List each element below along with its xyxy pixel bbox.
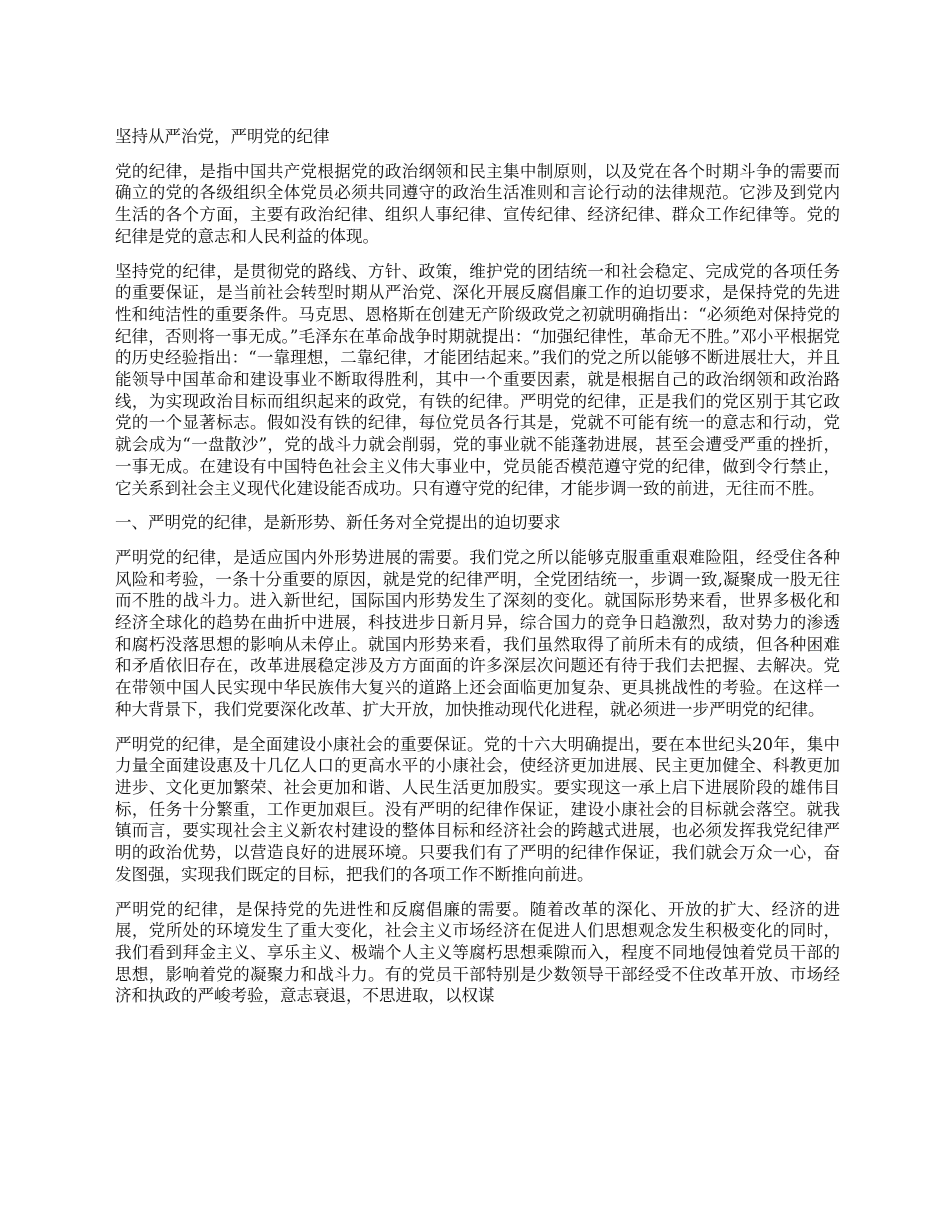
section-heading-1: 一、严明党的纪律，是新形势、新任务对全党提出的迫切要求 <box>115 513 561 533</box>
document-title: 坚持从严治党，严明党的纪律 <box>115 127 330 146</box>
section1-paragraph-3: 严明党的纪律，是保持党的先进性和反腐倡廉的需要。随着改革的深化、开放的扩大、经济的进展，党所处的环境发生了重大变化，社会主义市场经济在促进人们思想观念发生积极变化的同时，我们看到拜金主义、享乐主义、极端个人主义等腐朽思想乘隙而入，程度不同地侵蚀着党员干部的思想，影响着党的凝聚力和战斗力。有的党员干部特别是少数领导干部经受不住改革开放、市场经济和执政的严峻考验，意志衰退，不思进取，以权谋 <box>115 899 840 1006</box>
section1-paragraph-1: 严明党的纪律，是适应国内外形势进展的需要。我们党之所以能够克服重重艰难险阻，经受住各种风险和考验，一条十分重要的原因，就是党的纪律严明，全党团结统一，步调一致,凝聚成一股无往而不胜的战斗力。进入新世纪，国际国内形势发生了深刻的变化。就国际形势来看，世界多极化和经济全球化的趋势在曲折中进展，科技进步日新月异，综合国力的竞争日趋激烈，敌对势力的渗透和腐朽没落思想的影响从未停止。就国内形势来看，我们虽然取得了前所未有的成绩，但各种困难和矛盾依旧存在，改革进展稳定涉及方方面面的许多深层次问题还有待于我们去把握、去解决。党在带领中国人民实现中华民族伟大复兴的道路上还会面临更加复杂、更具挑战性的考验。在这样一种大背景下，我们党要深化改革、扩大开放，加快推动现代化进程，就必须进一步严明党的纪律。 <box>115 547 840 719</box>
intro-paragraph-1: 党的纪律，是指中国共产党根据党的政治纲领和民主集中制原则，以及党在各个时期斗争的需要而确立的党的各级组织全体党员必须共同遵守的政治生活准则和言论行动的法律规范。它涉及到党内生活的各个方面，主要有政治纪律、组织人事纪律、宣传纪律、经济纪律、群众工作纪律等。党的纪律是党的意志和人民利益的体现。 <box>115 161 840 246</box>
intro-paragraph-2: 坚持党的纪律，是贯彻党的路线、方针、政策，维护党的团结统一和社会稳定、完成党的各项任务的重要保证，是当前社会转型时期从严治党、深化开展反腐倡廉工作的迫切要求，是保持党的先进性和纯洁性的重要条件。马克思、恩格斯在创建无产阶级政党之初就明确指出：“必须绝对保持党的纪律，否则将一事无成。”毛泽东在革命战争时期就提出：“加强纪律性，革命无不胜。”邓小平根据党的历史经验指出：“一靠理想，二靠纪律，才能团结起来。”我们的党之所以能够不断进展壮大，并且能领导中国革命和建设事业不断取得胜利，其中一个重要因素，就是根据自己的政治纲领和政治路线，为实现政治目标而组织起来的政党，有铁的纪律。严明党的纪律，正是我们的党区别于其它政党的一个显著标志。假如没有铁的纪律，每位党员各行其是，党就不可能有统一的意志和行动，党就会成为“一盘散沙”，党的战斗力就会削弱，党的事业就不能蓬勃进展，甚至会遭受严重的挫折，一事无成。在建设有中国特色社会主义伟大事业中，党员能否模范遵守党的纪律，做到令行禁止，它关系到社会主义现代化建设能否成功。只有遵守党的纪律，才能步调一致的前进，无往而不胜。 <box>115 261 840 498</box>
document-page <box>115 126 840 1020</box>
section1-paragraph-2: 严明党的纪律，是全面建设小康社会的重要保证。党的十六大明确提出，要在本世纪头20年，集中力量全面建设惠及十几亿人口的更高水平的小康社会，使经济更加进展、民主更加健全、科教更加进步、文化更加繁荣、社会更加和谐、人民生活更加殷实。要实现这一承上启下进展阶段的雄伟目标，任务十分繁重，工作更加艰巨。没有严明的纪律作保证，建设小康社会的目标就会落空。就我镇而言，要实现社会主义新农村建设的整体目标和经济社会的跨越式进展，也必须发挥我党纪律严明的政治优势，以营造良好的进展环境。只要我们有了严明的纪律作保证，我们就会万众一心，奋发图强，实现我们既定的目标，把我们的各项工作不断推向前进。 <box>115 734 840 884</box>
